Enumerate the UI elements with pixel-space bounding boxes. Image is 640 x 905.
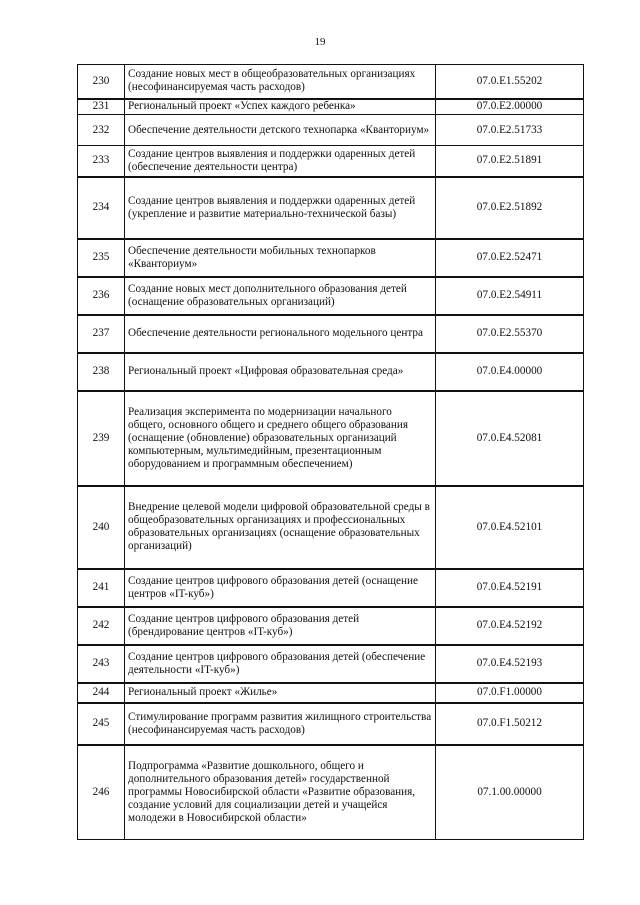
row-code: 07.0.E4.52192 (436, 607, 584, 645)
row-number: 238 (78, 353, 125, 391)
table-row (78, 353, 584, 391)
page-number: 19 (314, 36, 326, 48)
row-code: 07.0.E2.51733 (436, 115, 584, 146)
row-description: Региональный проект «Цифровая образовательная среда» (125, 353, 436, 391)
row-code: 07.0.E2.52471 (436, 239, 584, 277)
row-description: Обеспечение деятельности регионального модельного центра (125, 315, 436, 353)
row-number: 234 (78, 177, 125, 239)
row-description: Стимулирование программ развития жилищного строительства (несофинансируемая часть расходов) (125, 703, 436, 745)
row-number: 242 (78, 607, 125, 645)
row-description: Реализация эксперимента по модернизации начального общего, основного общего и среднего общего образования (оснащение (обновление) образовательных организаций компьютерным, мультимедийным, презентационным оборудованием и программным обеспечением) (125, 391, 436, 486)
row-code: 07.0.E4.52193 (436, 645, 584, 683)
row-number: 245 (78, 703, 125, 745)
row-code: 07.0.F1.00000 (436, 683, 584, 703)
row-code: 07.0.E4.52081 (436, 391, 584, 486)
row-number: 230 (78, 65, 125, 99)
row-description: Создание центров цифрового образования детей (оснащение центров «IT-куб») (125, 569, 436, 607)
budget-classification-table (77, 64, 584, 840)
table-row (78, 65, 584, 99)
table-row (78, 115, 584, 146)
table-row (78, 569, 584, 607)
row-code: 07.0.E2.55370 (436, 315, 584, 353)
row-description: Региональный проект «Жилье» (125, 683, 436, 703)
row-number: 239 (78, 391, 125, 486)
row-number: 240 (78, 486, 125, 569)
row-number: 241 (78, 569, 125, 607)
table-row (78, 645, 584, 683)
row-code: 07.0.E2.54911 (436, 277, 584, 315)
row-code: 07.0.E2.00000 (436, 99, 584, 115)
row-number: 235 (78, 239, 125, 277)
row-code: 07.0.E4.52101 (436, 486, 584, 569)
row-number: 243 (78, 645, 125, 683)
table-row (78, 391, 584, 486)
row-number: 246 (78, 745, 125, 840)
row-number: 232 (78, 115, 125, 146)
row-code: 07.0.E2.51892 (436, 177, 584, 239)
table-row (78, 703, 584, 745)
table-row (78, 315, 584, 353)
row-code: 07.0.F1.50212 (436, 703, 584, 745)
row-description: Обеспечение деятельности мобильных технопарков «Кванториум» (125, 239, 436, 277)
row-description: Создание новых мест дополнительного образования детей (оснащение образовательных организаций) (125, 277, 436, 315)
table-row (78, 607, 584, 645)
row-description: Подпрограмма «Развитие дошкольного, общего и дополнительного образования детей» государственной программы Новосибирской области «Развитие образования, создание условий для социализации детей и учащейся молодежи в Новосибирской области» (125, 745, 436, 840)
row-number: 236 (78, 277, 125, 315)
row-description: Обеспечение деятельности детского технопарка «Кванториум» (125, 115, 436, 146)
row-description: Создание центров цифрового образования детей (брендирование центров «IT-куб») (125, 607, 436, 645)
row-code: 07.0.E1.55202 (436, 65, 584, 99)
row-description: Создание центров цифрового образования детей (обеспечение деятельности «IT-куб») (125, 645, 436, 683)
row-number: 244 (78, 683, 125, 703)
row-description: Создание центров выявления и поддержки одаренных детей (укрепление и развитие материально-технической базы) (125, 177, 436, 239)
table-row (78, 239, 584, 277)
row-number: 233 (78, 146, 125, 177)
row-code: 07.0.E4.00000 (436, 353, 584, 391)
row-description: Внедрение целевой модели цифровой образовательной среды в общеобразовательных организациях и профессиональных образовательных организациях (оснащение образовательных организаций) (125, 486, 436, 569)
table-row (78, 486, 584, 569)
row-number: 231 (78, 99, 125, 115)
row-description: Создание центров выявления и поддержки одаренных детей (обеспечение деятельности центра) (125, 146, 436, 177)
table-row (78, 177, 584, 239)
row-number: 237 (78, 315, 125, 353)
table-row (78, 683, 584, 703)
table-row (78, 277, 584, 315)
row-code: 07.0.E2.51891 (436, 146, 584, 177)
table-row (78, 99, 584, 115)
table-row (78, 745, 584, 840)
row-code: 07.0.E4.52191 (436, 569, 584, 607)
row-description: Создание новых мест в общеобразовательных организациях (несофинансируемая часть расходов) (125, 65, 436, 99)
row-description: Региональный проект «Успех каждого ребенка» (125, 99, 436, 115)
table-row (78, 146, 584, 177)
row-code: 07.1.00.00000 (436, 745, 584, 840)
